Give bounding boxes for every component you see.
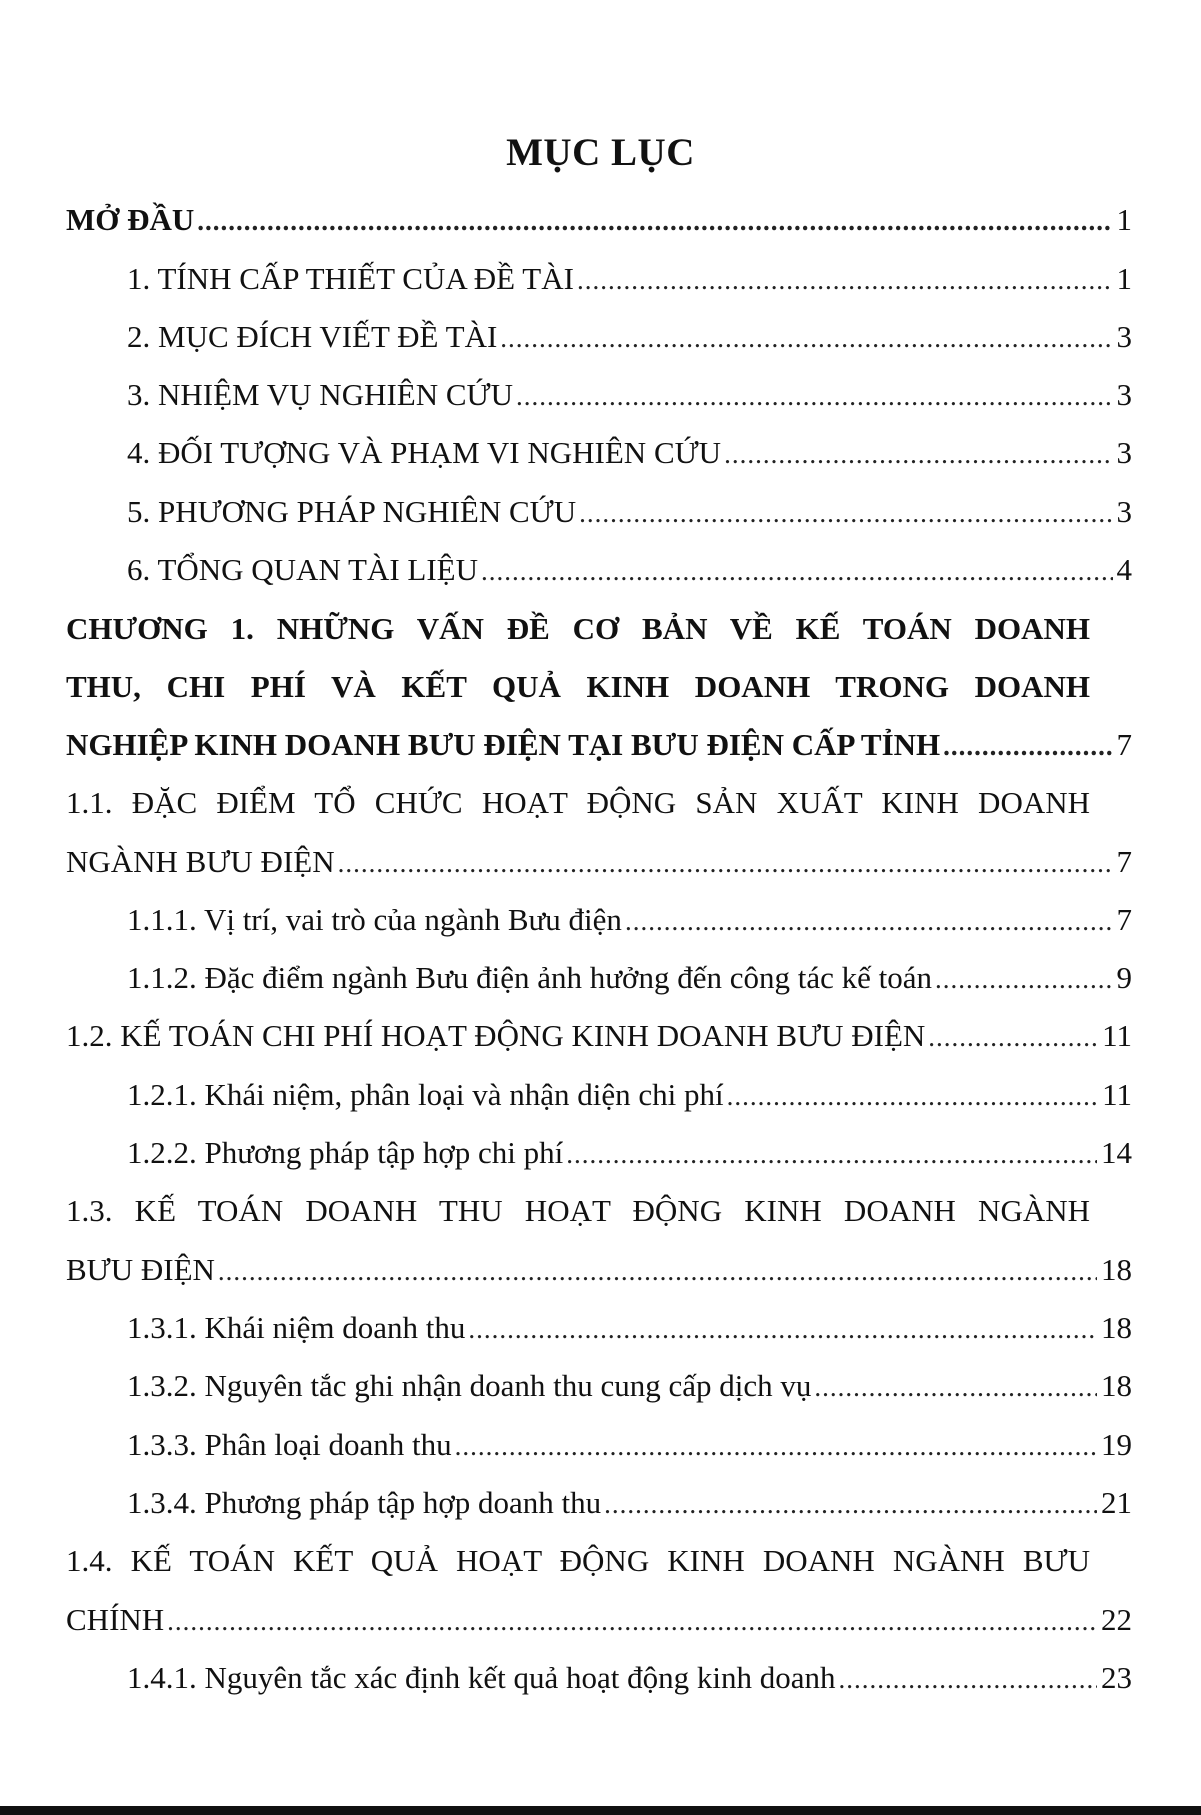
toc-page-number: 7: [1116, 727, 1132, 762]
toc-page-number: 3: [1116, 319, 1132, 354]
dot-leader: [218, 1251, 1097, 1291]
toc-page-number: 4: [1116, 552, 1132, 587]
toc-entry: [127, 1483, 1132, 1524]
toc-page-number: 7: [1116, 902, 1132, 937]
toc-page-number: 1: [1116, 261, 1132, 296]
toc-entry-text: 1.4.1. Nguyên tắc xác định kết quả hoạt động kinh doanh: [127, 1660, 836, 1695]
toc-entry-line: CHƯƠNG 1. NHỮNG VẤN ĐỀ CƠ BẢN VỀ KẾ TOÁN DOANH: [66, 611, 1090, 646]
toc-entry-text: 1.2.2. Phương pháp tập hợp chi phí: [127, 1135, 564, 1170]
toc-entry: [66, 842, 1132, 883]
toc-entry: [127, 550, 1132, 591]
toc-page-number: 1: [1116, 202, 1132, 237]
toc-entry-text: 2. MỤC ĐÍCH VIẾT ĐỀ TÀI: [127, 319, 498, 354]
dot-leader: [943, 726, 1112, 766]
toc-entry: [127, 1658, 1132, 1699]
toc-page-number: 9: [1116, 960, 1132, 995]
toc-page-number: 3: [1116, 435, 1132, 470]
toc-entry-text: 1.2.1. Khái niệm, phân loại và nhận diện chi phí: [127, 1077, 724, 1112]
dot-leader: [928, 1017, 1098, 1057]
toc-entry: [127, 1133, 1132, 1174]
toc-page-number: 18: [1101, 1368, 1132, 1403]
dot-leader: [468, 1309, 1097, 1349]
toc-entry-text: BƯU ĐIỆN: [66, 1252, 215, 1287]
toc-entry-text: NGHIỆP KINH DOANH BƯU ĐIỆN TẠI BƯU ĐIỆN CẤP TỈNH: [66, 727, 941, 762]
dot-leader: [727, 1076, 1099, 1116]
toc-entry: [127, 259, 1132, 300]
dot-leader: [579, 493, 1112, 533]
toc-entry-text: 1.1.2. Đặc điểm ngành Bưu điện ảnh hưởng đến công tác kế toán: [127, 960, 932, 995]
toc-entry-line: THU, CHI PHÍ VÀ KẾT QUẢ KINH DOANH TRONG DOANH: [66, 669, 1090, 704]
toc-page-number: 11: [1102, 1018, 1132, 1053]
toc-entry-text: 4. ĐỐI TƯỢNG VÀ PHẠM VI NGHIÊN CỨU: [127, 435, 722, 470]
toc-entry: [66, 1016, 1132, 1057]
toc-page-number: 11: [1102, 1077, 1132, 1112]
toc-entry: [66, 200, 1132, 241]
toc-entry: [127, 958, 1132, 999]
toc-page-number: 3: [1116, 494, 1132, 529]
toc-entry-text: NGÀNH BƯU ĐIỆN: [66, 844, 335, 879]
dot-leader: [625, 901, 1113, 941]
bottom-edge: [0, 1806, 1201, 1815]
toc-page-number: 19: [1101, 1427, 1132, 1462]
dot-leader: [839, 1659, 1097, 1699]
toc-entry: [66, 1250, 1132, 1291]
dot-leader: [167, 1601, 1097, 1641]
dot-leader: [604, 1484, 1097, 1524]
page-title: MỤC LỤC: [506, 131, 695, 174]
toc-entry: [127, 492, 1132, 533]
toc-entry-text: 1.2. KẾ TOÁN CHI PHÍ HOẠT ĐỘNG KINH DOANH BƯU ĐIỆN: [66, 1018, 926, 1053]
toc-page-number: 18: [1101, 1252, 1132, 1287]
toc-page-number: 22: [1101, 1602, 1132, 1637]
toc-entry: [127, 900, 1132, 941]
toc-entry-text: 1.3.1. Khái niệm doanh thu: [127, 1310, 466, 1345]
dot-leader: [516, 376, 1113, 416]
toc-entry-text: 1.3.4. Phương pháp tập hợp doanh thu: [127, 1485, 602, 1520]
toc-entry: [127, 433, 1132, 474]
toc-entry: [127, 1075, 1132, 1116]
toc-entry: [127, 317, 1132, 358]
toc-entry-line: 1.4. KẾ TOÁN KẾT QUẢ HOẠT ĐỘNG KINH DOANH NGÀNH BƯU: [66, 1543, 1090, 1578]
toc-page-number: 7: [1116, 844, 1132, 879]
toc-entry: [127, 1425, 1132, 1466]
toc-page-number: 18: [1101, 1310, 1132, 1345]
dot-leader: [724, 434, 1112, 474]
toc-page-number: 3: [1116, 377, 1132, 412]
toc-entry-text: 3. NHIỆM VỤ NGHIÊN CỨU: [127, 377, 513, 412]
dot-leader: [197, 201, 1112, 241]
dot-leader: [500, 318, 1112, 358]
toc-entry-text: MỞ ĐẦU: [66, 202, 195, 237]
toc-entry-text: 6. TỔNG QUAN TÀI LIỆU: [127, 552, 479, 587]
toc-entry-text: 1. TÍNH CẤP THIẾT CỦA ĐỀ TÀI: [127, 261, 574, 296]
toc-entry: [66, 1600, 1132, 1641]
toc-page-number: 23: [1101, 1660, 1132, 1695]
toc-page-number: 14: [1101, 1135, 1132, 1170]
dot-leader: [566, 1134, 1097, 1174]
toc-entry-text: 1.3.2. Nguyên tắc ghi nhận doanh thu cung cấp dịch vụ: [127, 1368, 812, 1403]
dot-leader: [814, 1367, 1097, 1407]
toc-entry-text: CHÍNH: [66, 1602, 165, 1637]
dot-leader: [455, 1426, 1097, 1466]
toc-entry-text: 1.1.1. Vị trí, vai trò của ngành Bưu điện: [127, 902, 622, 937]
toc-entry: [127, 1308, 1132, 1349]
dot-leader: [338, 843, 1113, 883]
toc-entry-text: 5. PHƯƠNG PHÁP NGHIÊN CỨU: [127, 494, 577, 529]
toc-entry: [66, 725, 1132, 766]
toc-entry: [127, 1366, 1132, 1407]
toc-entry-text: 1.3.3. Phân loại doanh thu: [127, 1427, 452, 1462]
toc-page-number: 21: [1101, 1485, 1132, 1520]
toc-entry: [127, 375, 1132, 416]
dot-leader: [481, 551, 1112, 591]
toc-entry-line: 1.3. KẾ TOÁN DOANH THU HOẠT ĐỘNG KINH DOANH NGÀNH: [66, 1193, 1090, 1228]
dot-leader: [935, 959, 1113, 999]
toc-entry-line: 1.1. ĐẶC ĐIỂM TỔ CHỨC HOẠT ĐỘNG SẢN XUẤT KINH DOANH: [66, 785, 1090, 820]
dot-leader: [577, 260, 1113, 300]
